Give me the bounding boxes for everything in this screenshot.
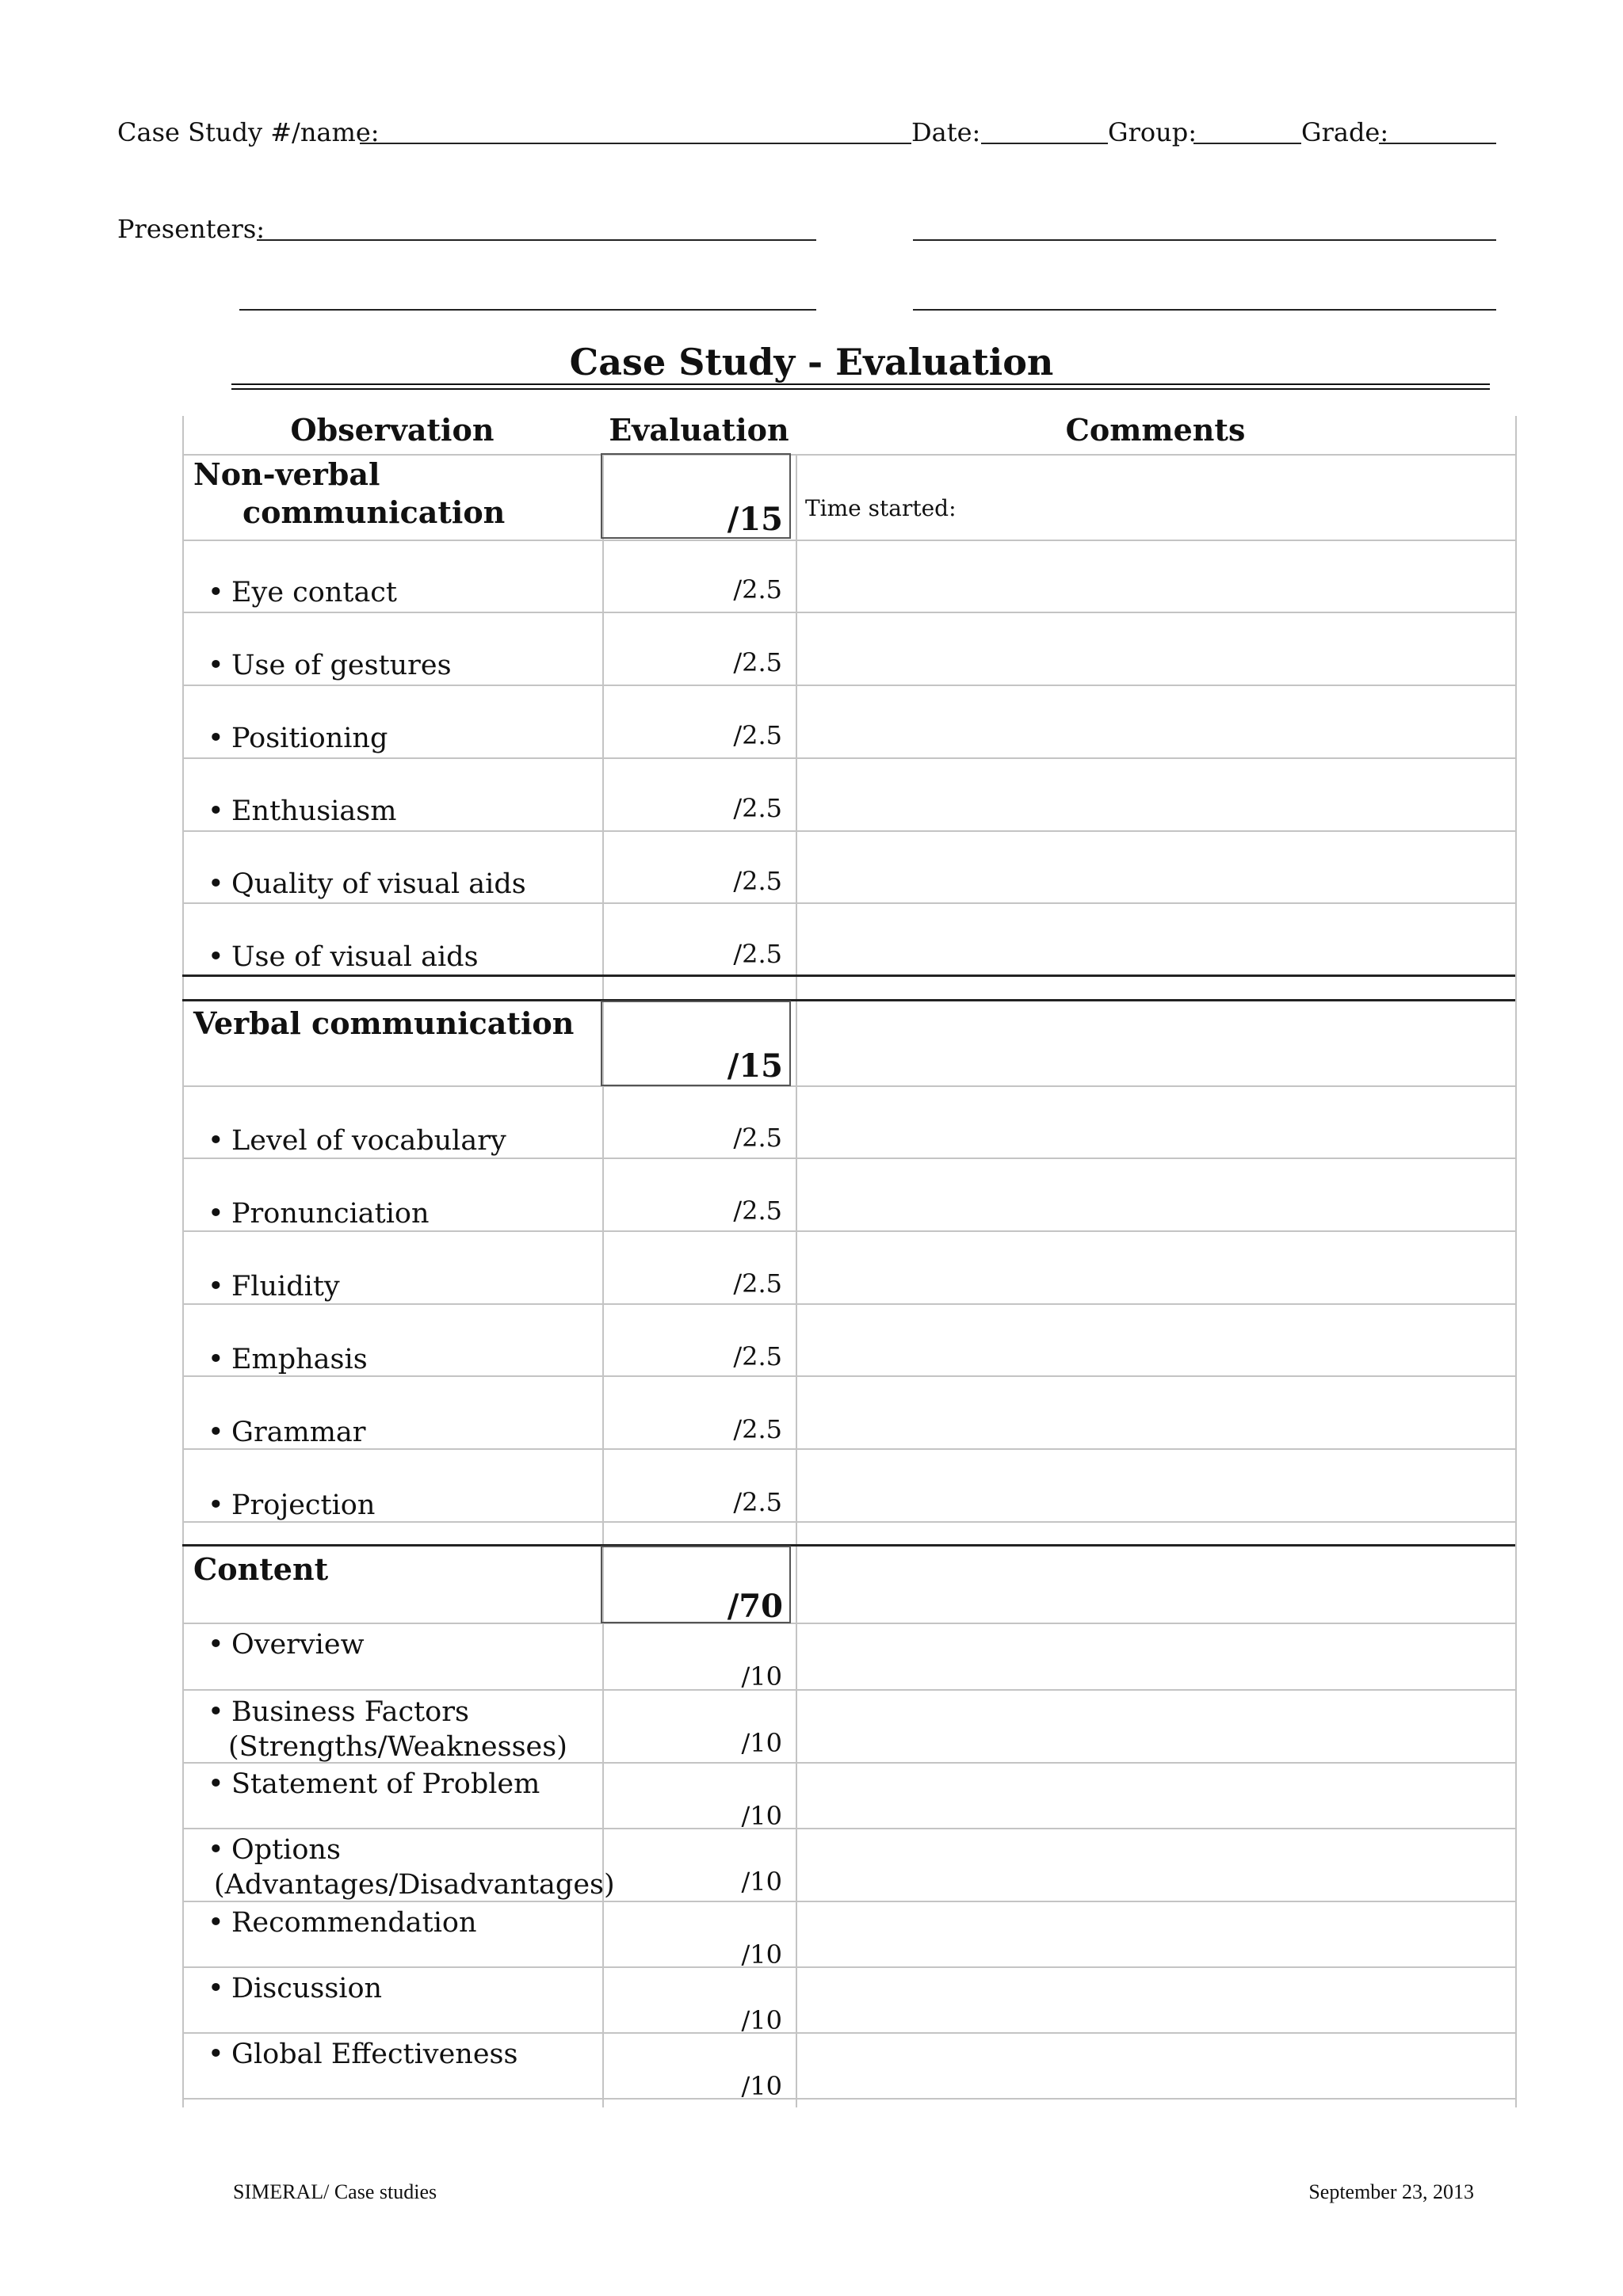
bullet-icon: • (208, 1344, 224, 1375)
date-field[interactable] (981, 143, 1108, 144)
section-divider (182, 1544, 1515, 1547)
list-item: • Use of visual aids (208, 940, 479, 975)
bullet-icon: • (208, 941, 224, 973)
list-item: • Fluidity (208, 1269, 340, 1305)
bullet-icon: • (208, 723, 224, 754)
table-border-left (182, 416, 184, 2107)
bullet-icon: • (208, 1489, 224, 1521)
row-line (182, 1828, 1515, 1829)
item-score[interactable]: /2.5 (733, 939, 782, 969)
list-item: • Grammar (208, 1415, 366, 1451)
bullet-icon: • (208, 1417, 224, 1448)
row-line (182, 1375, 1515, 1377)
list-item: • Recommendation (208, 1905, 477, 1941)
title-underline-double (231, 388, 1490, 390)
page-title: Case Study - Evaluation (569, 341, 1054, 383)
row-line (182, 1303, 1515, 1305)
bullet-icon: • (208, 650, 224, 681)
list-item: • Eye contact (208, 575, 397, 611)
row-line (182, 1966, 1515, 1968)
column-divider-2 (796, 456, 797, 2107)
grade-label: Grade: (1301, 117, 1389, 147)
bullet-icon: • (208, 1125, 224, 1157)
row-line (182, 1521, 1515, 1523)
case-study-label: Case Study #/name: (117, 117, 380, 147)
list-item: • Enthusiasm (208, 794, 396, 830)
column-divider-1 (602, 456, 604, 2107)
presenters-label: Presenters: (117, 214, 265, 244)
table-border-right (1515, 416, 1517, 2107)
date-label: Date: (911, 117, 981, 147)
list-item-subtext: (Strengths/Weaknesses) (228, 1731, 567, 1763)
bullet-icon: • (208, 1973, 224, 2004)
row-line (182, 902, 1515, 904)
footer-date: September 23, 2013 (1308, 2180, 1474, 2203)
item-score[interactable]: /10 (741, 1728, 782, 1758)
bullet-icon: • (208, 1629, 224, 1661)
row-line (182, 540, 1515, 541)
row-line (182, 757, 1515, 759)
item-score[interactable]: /10 (741, 1801, 782, 1831)
row-line (182, 685, 1515, 686)
list-item: • Pronunciation (208, 1196, 430, 1232)
presenter-field-1[interactable] (257, 239, 816, 241)
bullet-icon: • (208, 1696, 224, 1728)
case-study-name-field[interactable] (360, 143, 911, 144)
item-score[interactable]: /2.5 (733, 720, 782, 750)
item-score[interactable]: /2.5 (733, 793, 782, 823)
item-score[interactable]: /2.5 (733, 1487, 782, 1517)
column-header-observation: Observation (290, 412, 495, 448)
bullet-icon: • (208, 1768, 224, 1800)
row-line (182, 830, 1515, 832)
item-score[interactable]: /10 (741, 1867, 782, 1897)
section-total-nonverbal: /15 (727, 501, 783, 538)
list-item: • Overview (208, 1627, 365, 1663)
title-underline (231, 383, 1490, 385)
item-score[interactable]: /2.5 (733, 1341, 782, 1371)
bullet-icon: • (208, 868, 224, 900)
item-score[interactable]: /2.5 (733, 647, 782, 677)
bullet-icon: • (208, 2039, 224, 2070)
presenter-field-2[interactable] (913, 239, 1496, 241)
row-line (182, 1448, 1515, 1450)
list-item: • Level of vocabulary (208, 1123, 506, 1159)
row-line (182, 1689, 1515, 1691)
item-score[interactable]: /10 (741, 1939, 782, 1970)
list-item: • Quality of visual aids (208, 867, 526, 902)
presenter-field-4[interactable] (913, 309, 1496, 311)
item-score[interactable]: /2.5 (733, 1414, 782, 1444)
row-line (182, 454, 1515, 456)
group-label: Group: (1108, 117, 1197, 147)
group-field[interactable] (1193, 143, 1301, 144)
section-title-content: Content (193, 1551, 329, 1587)
item-score[interactable]: /2.5 (733, 1268, 782, 1299)
list-item: • Business Factors (208, 1695, 469, 1730)
row-line (182, 612, 1515, 613)
footer-left: SIMERAL/ Case studies (233, 2180, 437, 2203)
list-item: • Global Effectiveness (208, 2037, 517, 2073)
row-line (182, 1085, 1515, 1087)
column-header-evaluation: Evaluation (609, 412, 789, 448)
bullet-icon: • (208, 1907, 224, 1939)
table-border-bottom (182, 2098, 1515, 2100)
list-item: • Emphasis (208, 1342, 368, 1378)
bullet-icon: • (208, 1834, 224, 1866)
list-item: • Options (208, 1833, 341, 1868)
grade-field[interactable] (1379, 143, 1496, 144)
section-divider (182, 999, 1515, 1001)
row-line (182, 1623, 1515, 1624)
list-item: • Statement of Problem (208, 1767, 540, 1802)
list-item: • Discussion (208, 1971, 382, 2007)
list-item: • Positioning (208, 721, 388, 757)
item-score[interactable]: /10 (741, 2071, 782, 2101)
section-total-verbal: /15 (727, 1047, 783, 1085)
item-score[interactable]: /10 (741, 1661, 782, 1691)
section-title-verbal: Verbal communication (193, 1005, 575, 1041)
item-score[interactable]: /2.5 (733, 866, 782, 896)
item-score[interactable]: /2.5 (733, 1123, 782, 1153)
list-item: • Projection (208, 1488, 375, 1524)
item-score[interactable]: /2.5 (733, 1196, 782, 1226)
presenter-field-3[interactable] (239, 309, 816, 311)
bullet-icon: • (208, 1271, 224, 1302)
item-score[interactable]: /2.5 (733, 574, 782, 605)
bullet-icon: • (208, 795, 224, 827)
section-title-nonverbal-line2: communication (242, 494, 506, 530)
column-header-comments: Comments (1065, 412, 1246, 448)
bullet-icon: • (208, 1198, 224, 1230)
section-total-content: /70 (727, 1588, 783, 1625)
section-title-nonverbal: Non-verbal (193, 456, 380, 492)
list-item: • Use of gestures (208, 648, 452, 684)
item-score[interactable]: /10 (741, 2005, 782, 2035)
bullet-icon: • (208, 577, 224, 608)
list-item-subtext: (Advantages/Disadvantages) (214, 1869, 615, 1901)
row-line (182, 2032, 1515, 2034)
time-started-label: Time started: (805, 495, 957, 521)
